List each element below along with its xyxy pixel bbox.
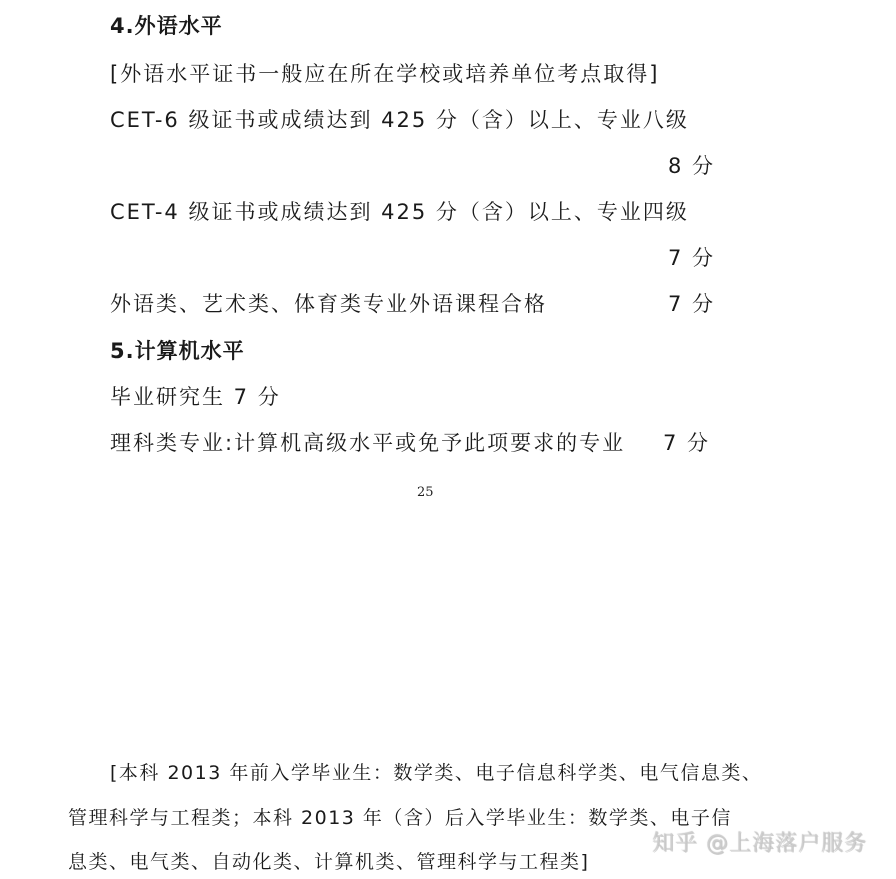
section-4-item-3-text: 外语类、艺术类、体育类专业外语课程合格 xyxy=(110,292,547,316)
section-4-note: [外语水平证书一般应在所在学校或培养单位考点取得] xyxy=(110,62,660,86)
section-5-item-2-score: 7 分 xyxy=(663,431,711,455)
section-4-item-2-text: CET-4 级证书或成绩达到 425 分（含）以上、专业四级 xyxy=(110,200,689,224)
watermark: 知乎 @上海落户服务 xyxy=(652,831,867,856)
bottom-paragraph-line-3: 息类、电气类、自动化类、计算机类、管理科学与工程类] xyxy=(68,851,590,873)
bottom-paragraph-line-1: [本科 2013 年前入学毕业生：数学类、电子信息科学类、电气信息类、 xyxy=(110,762,763,784)
page-number: 25 xyxy=(417,485,434,500)
section-5-item-1-text: 毕业研究生 7 分 xyxy=(110,385,281,409)
section-4-item-2-score: 7 分 xyxy=(668,246,716,270)
section-4-item-1-score: 8 分 xyxy=(668,154,716,178)
section-4-item-1-text: CET-6 级证书或成绩达到 425 分（含）以上、专业八级 xyxy=(110,108,689,132)
section-4-item-3-score: 7 分 xyxy=(668,292,716,316)
section-5-heading: 5.计算机水平 xyxy=(110,339,245,363)
section-5-item-2-text: 理科类专业:计算机高级水平或免予此项要求的专业 xyxy=(110,431,626,455)
section-4-heading: 4.外语水平 xyxy=(110,14,223,38)
bottom-paragraph-line-2: 管理科学与工程类；本科 2013 年（含）后入学毕业生：数学类、电子信 xyxy=(68,807,732,829)
